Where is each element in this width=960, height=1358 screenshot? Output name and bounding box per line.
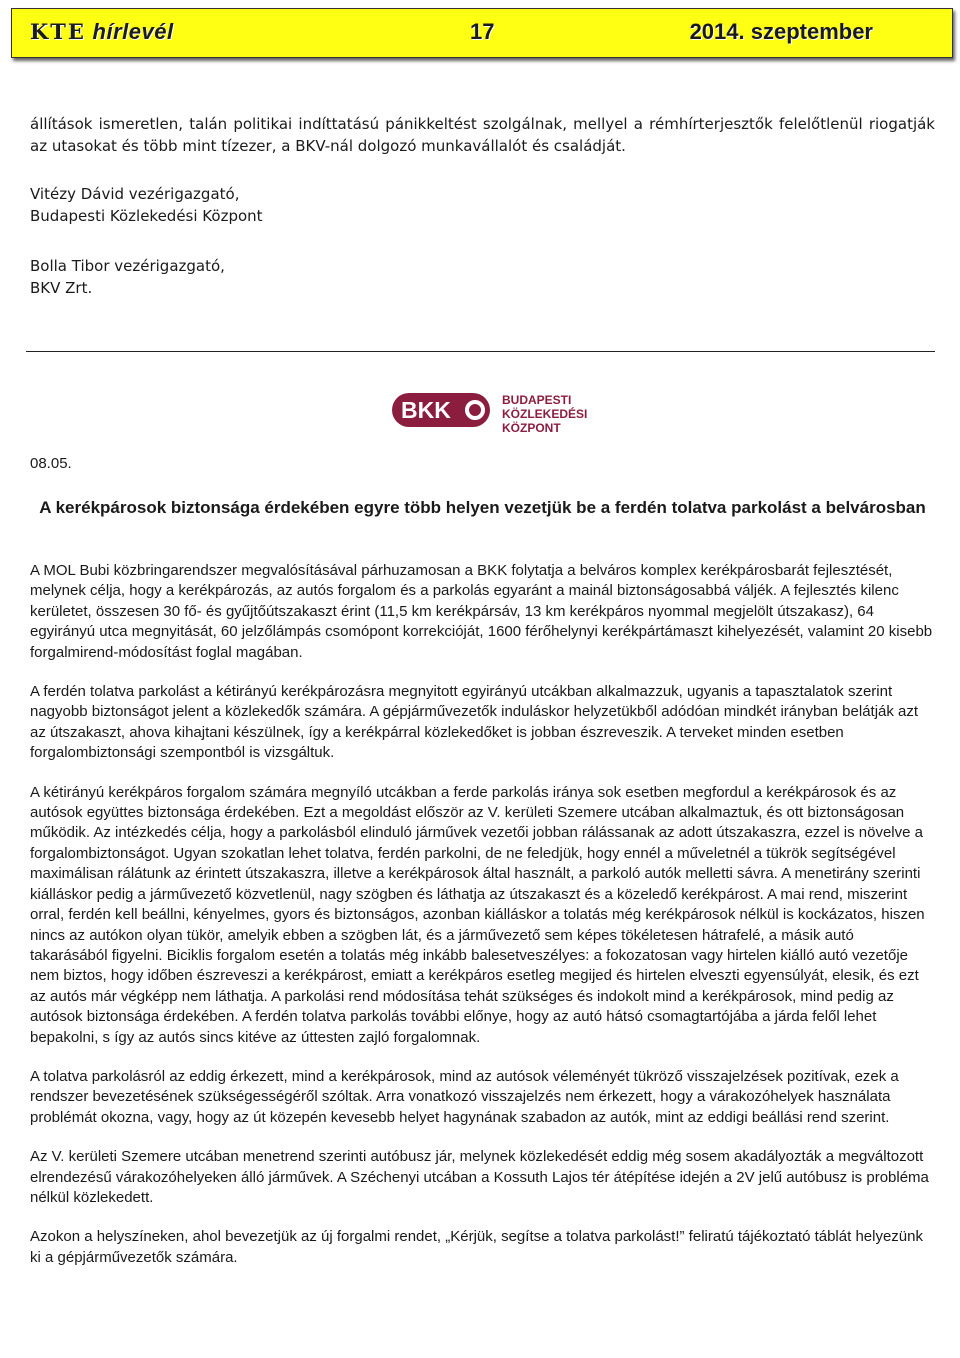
article-body — [30, 561, 935, 1287]
kte-label: KTE — [30, 19, 86, 44]
article-date: 08.05. — [30, 455, 72, 472]
article-paragraph: A MOL Bubi közbringarendszer megvalósításával párhuzamosan a BKK folytatja a belváros komplex kerékpárosbarát fejlesztését, melynek célja, hogy a kerékpározás, az autós forgalom és a parkolás egyaránt a mainál biztonságosabbá váljék. A fejlesztés kilenc kerületet, összesen 30 fő- és gyűjtőútszakaszt érint (11,5 km kerékpársáv, 13 km kerékpáros nyommal megjelölt útszakasz), 64 egyirányú utca megnyitását, 60 jelzőlámpás csomópont korrekcióját, 1600 férőhelynyi kerékpártámaszt kihelyezését, valamint 20 kisebb forgalmirend-módosítást foglal magában. — [30, 562, 933, 661]
newsletter-header — [11, 8, 953, 58]
article-paragraph: Azokon a helyszíneken, ahol bevezetjük az új forgalmi rendet, „Kérjük, segítse a tolatva parkolást!” feliratú tájékoztató táblát helyezünk ki a gépjárművezetők számára. — [30, 1228, 923, 1266]
logo-line3: KÖZPONT — [502, 421, 561, 435]
article-paragraph: Az V. kerületi Szemere utcában menetrend szerinti autóbusz jár, melynek közlekedését eddig még sosem akadályozták a megváltozott elrendezésű várakozóhelyeken álló járművek. A Széchenyi utcában a Kossuth Lajos tér átépítése idején a 2V jelű autóbusz is probléma nélkül közlekedett. — [30, 1148, 929, 1206]
article-paragraph: A ferdén tolatva parkolást a kétirányú kerékpározásra megnyitott egyirányú utcákban alkalmazzuk, ugyanis a tapasztalatok szerint nagyobb biztonságot jelent a közlekedők számára. A gépjárművezetők induláskor helyzetükből adódóan mindkét irányban belátják azt az útszakaszt, ahova kihajtani készülnek, így a kerékpárral közlekedőket is jobban észreveszik. A terveket minden esetben forgalombiztonsági szempontból is vizsgáltuk. — [30, 683, 919, 762]
signature-organization: Budapesti Közlekedési Központ — [30, 207, 263, 225]
signature-organization: BKV Zrt. — [30, 279, 93, 297]
newsletter-title — [30, 19, 174, 45]
bkk-logo — [391, 385, 601, 440]
article-paragraph: A tolatva parkolásról az eddig érkezett, mind a kerékpárosok, mind az autósok véleményét tükröző visszajelzések pozitívak, ezek a rendszer bevezetésének szükségességéről szóltak. Arra vonatkozó visszajelzés nem érkezett, hogy a várakozóhelyek használata problémát okozna, vagy, hogy az út közepén kevesebb helyet hagynának szabadon az autók, mint az eddigi beállási rend szerint. — [30, 1067, 899, 1126]
logo-line2: KÖZLEKEDÉSI — [502, 407, 588, 421]
signature-block — [30, 183, 263, 227]
continued-paragraph: állítások ismeretlen, talán politikai indíttatású pánikkeltést szolgálnak, mellyel a rémhírterjesztők felelőtlenül riogatják az utasokat és több mint tízezer, a BKV-nál dolgozó munkavállalót és családját. — [30, 115, 935, 155]
issue-date: 2014. szeptember — [689, 19, 873, 44]
section-divider — [26, 351, 935, 352]
hirlevel-label: hírlevél — [92, 19, 174, 44]
page-number: 17 — [470, 19, 495, 44]
signature-name: Bolla Tibor vezérigazgató, — [30, 257, 225, 275]
signature-name: Vitézy Dávid vezérigazgató, — [30, 185, 240, 203]
article-title: A kerékpárosok biztonsága érdekében egyre több helyen vezetjük be a ferdén tolatva parkolást a belvárosban — [39, 498, 926, 517]
signature-block — [30, 255, 225, 299]
article-paragraph: A kétirányú kerékpáros forgalom számára megnyíló utcákban a ferde parkolás iránya sok esetben megfordul a kerékpárosok és az autósok együttes biztonsága érdekében. Ezt a megoldást először az V. kerületi Szemere utcában alkalmaztuk, és ott biztonságosan működik. Az intézkedés célja, hogy a parkolásból elinduló járművek vezetői jobban rálássanak az adott útszakaszra, ezzel is növelve a forgalombiztonságot. Ugyan szokatlan lehet tolatva, ferdén parkolni, de ne feledjük, hogy ennél a műveletnél a tükrök segítségével maximálisan rálátunk az érintett útszakaszra, illetve a kerékpárosok által használt, a parkoló autók melletti sávra. A menetirány szerinti kiálláskor pedig a járművezető közvetlenül, nagy szögben és láthatja az útszakaszt és a közeledő kerékpárost. A mai rend, miszerint orral, ferdén kell beállni, kényelmes, gyors és biztonságos, azonban kiálláskor a tolatás még kerékpárosok nélkül is kockázatos, hiszen nincs az autókon olyan tükör, amelyik ebben a szögben lát, és a járművezető sem képes tökéletesen hátrafelé, a másik autó takarásából figyelni. Biciklis forgalom esetén a tolatás még inkább balesetveszélyes: a fokozatosan vagy hirtelen kiálló autó vezetője nem biztos, hogy időben észreveszi a kerékpárost, emiatt a kerékpáros esetleg megijed és hirtelen elveszti egyensúlyát, elesik, és ezt az autós már végképp nem láthatja. A parkolási rend módosítása tehát szükséges és indokolt mind a kerékpárosok, mind pedig az autósok biztonsága érdekében. A ferdén tolatva parkolás további előnye, hogy az autó hátsó csomagtartójába a járda felől lehet bepakolni, s így az autós sincs kitéve az úttesten zajló forgalomnak. — [30, 783, 925, 1046]
logo-abbr: BKK — [401, 397, 451, 423]
logo-line1: BUDAPESTI — [502, 393, 572, 407]
